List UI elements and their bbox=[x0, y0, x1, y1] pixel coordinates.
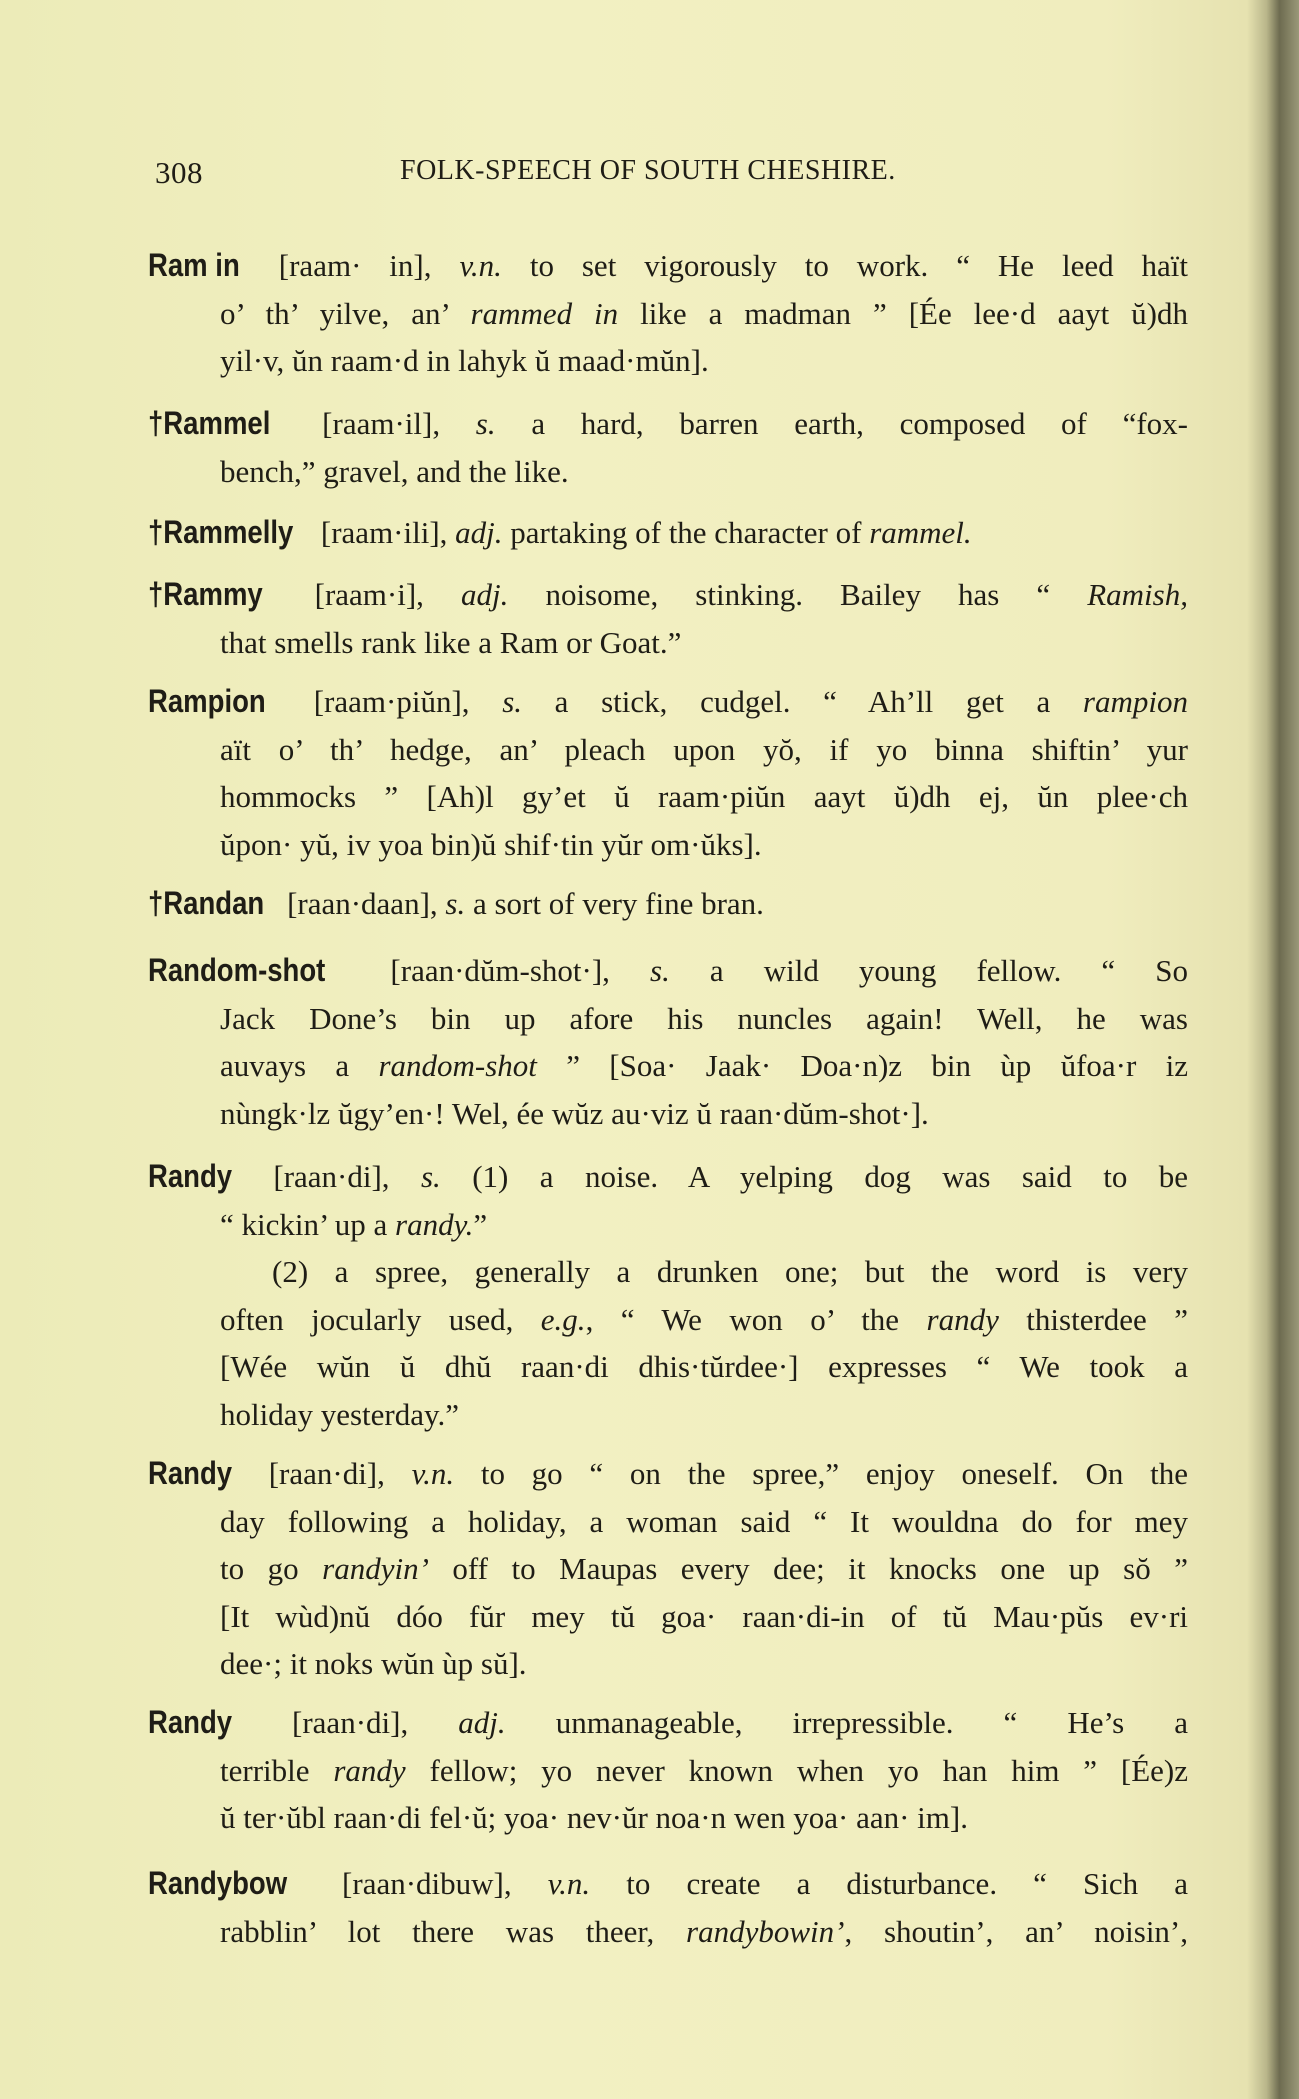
entry-first-line bbox=[148, 400, 1188, 447]
text-run: [It wùd)nŭ dóo fŭr mey tŭ goa· raan·di-in of tŭ Mau·pŭs ev·ri bbox=[220, 1598, 1188, 1634]
text-run: , shoutin’, an’ noisin’, bbox=[844, 1913, 1189, 1949]
headword: Randy bbox=[148, 1455, 233, 1491]
text-run: aït o’ th’ hedge, an’ pleach upon yŏ, if yo binna shiftin’ yur bbox=[220, 731, 1188, 767]
italic-text: rampion bbox=[1082, 684, 1188, 719]
text-run: to create a disturbance. “ Sich a bbox=[590, 1866, 1188, 1901]
headword: Randybow bbox=[148, 1865, 288, 1901]
entry-line bbox=[220, 1908, 1188, 1955]
entry-first-line bbox=[148, 1153, 1188, 1200]
text-run: (2) a spree, generally a drunken one; but the word is very bbox=[272, 1254, 1188, 1289]
text-run: terrible bbox=[220, 1752, 334, 1788]
entry-line bbox=[220, 1042, 1188, 1089]
entry-line bbox=[220, 448, 1188, 495]
entry-line bbox=[220, 1296, 1188, 1343]
text-run: “ kickin’ up a bbox=[220, 1206, 396, 1242]
entry-first-line bbox=[148, 1699, 1188, 1746]
entry-line bbox=[272, 1248, 1188, 1295]
text-run: o’ th’ yilve, an’ bbox=[220, 295, 471, 331]
text-run: rabblin’ lot there was theer, bbox=[220, 1913, 687, 1949]
text-run: [raan·dibuw], bbox=[305, 1866, 548, 1901]
italic-text: adj. bbox=[455, 515, 503, 550]
entry-line bbox=[220, 1201, 1188, 1248]
headword: †Rammel bbox=[148, 405, 271, 441]
italic-text: adj. bbox=[458, 1705, 506, 1740]
text-run: [raan·daan], bbox=[279, 886, 446, 921]
text-run: that smells rank like a Ram or Goat.” bbox=[220, 624, 682, 660]
text-run: [raam·i], bbox=[277, 577, 461, 612]
text-run: hommocks ” [Ah)l gy’et ŭ raam·piŭn aayt ŭ)dh ej, ŭn plee·ch bbox=[220, 779, 1188, 814]
text-run: [raam·ili], bbox=[313, 515, 456, 550]
text-run: (1) a noise. A yelping dog was said to be bbox=[440, 1159, 1188, 1194]
italic-text: e.g. bbox=[540, 1301, 586, 1337]
text-run: to set vigorously to work. “ He leed haït bbox=[501, 248, 1188, 283]
text-run: noisome, stinking. Bailey has “ bbox=[508, 577, 1088, 612]
text-run: Jack Done’s bin up afore his nuncles again! Well, he was bbox=[220, 1000, 1188, 1036]
text-run: [raan·di], bbox=[241, 1159, 421, 1194]
text-run: [raan·di], bbox=[241, 1456, 412, 1491]
entry-line bbox=[220, 1593, 1188, 1640]
entry-line bbox=[220, 1545, 1188, 1592]
italic-text: s. bbox=[502, 684, 523, 719]
italic-text: v.n. bbox=[411, 1456, 455, 1491]
entry-line bbox=[220, 726, 1188, 773]
text-run: a hard, barren earth, composed of “fox- bbox=[495, 406, 1188, 441]
text-run: to go “ on the spree,” enjoy oneself. On the bbox=[454, 1456, 1188, 1491]
headword: Randy bbox=[148, 1158, 233, 1194]
italic-text: v.n. bbox=[459, 248, 502, 283]
entry-first-line bbox=[148, 1450, 1188, 1497]
text-run: ŭ ter·ŭbl raan·di fel·ŭ; yoa· nev·ŭr noa·n wen yoa· aan· im]. bbox=[220, 1800, 968, 1835]
headword: Randy bbox=[148, 1704, 233, 1740]
entry-first-line bbox=[148, 947, 1188, 994]
entry-first-line bbox=[148, 1860, 1188, 1907]
running-title: FOLK-SPEECH OF SOUTH CHESHIRE. bbox=[400, 155, 896, 186]
text-run: [raan·dŭm-shot·], bbox=[350, 953, 650, 988]
text-run: bench,” gravel, and the like. bbox=[220, 453, 569, 489]
italic-text: s. bbox=[420, 1159, 441, 1194]
italic-text: s. bbox=[650, 953, 670, 988]
text-run: partaking of the character of bbox=[502, 515, 870, 550]
entry-line bbox=[220, 619, 1188, 666]
entry-first-line bbox=[148, 678, 1188, 725]
italic-text: adj. bbox=[461, 577, 509, 612]
text-run: dee·; it noks wŭn ùp sŭ]. bbox=[220, 1646, 527, 1681]
text-run: yil·v, ŭn raam·d in lahyk ŭ maad·mŭn]. bbox=[220, 343, 709, 378]
page-number: 308 bbox=[155, 155, 203, 190]
text-run: nùngk·lz ŭgy’en·! Wel, ée wŭz au·viz ŭ raan·dŭm-shot·]. bbox=[220, 1095, 929, 1131]
italic-text: randy. bbox=[395, 1206, 474, 1242]
entry-first-line bbox=[148, 571, 1188, 618]
entry-line bbox=[220, 1640, 1188, 1687]
italic-text: rammel. bbox=[869, 515, 972, 550]
entry-line bbox=[220, 1498, 1188, 1545]
headword: Random-shot bbox=[148, 952, 326, 988]
italic-text: v.n. bbox=[547, 1866, 591, 1901]
entry-line bbox=[220, 1090, 1188, 1137]
entry-line bbox=[220, 1391, 1188, 1438]
headword: Rampion bbox=[148, 683, 266, 719]
italic-text: randybowin’ bbox=[686, 1913, 845, 1949]
text-run: [raam·piŭn], bbox=[281, 684, 503, 719]
text-run: a wild young fellow. “ So bbox=[669, 953, 1188, 988]
entry-line bbox=[220, 290, 1188, 337]
entry-line bbox=[220, 337, 1188, 384]
text-run: [raan·di], bbox=[241, 1705, 459, 1740]
entry-line bbox=[220, 1794, 1188, 1841]
italic-text: randyin’ bbox=[322, 1551, 429, 1586]
italic-text: randy bbox=[926, 1301, 999, 1337]
text-run: unmanageable, irrepressible. “ He’s a bbox=[505, 1705, 1188, 1740]
entry-line bbox=[220, 1343, 1188, 1390]
entry-first-line bbox=[148, 509, 1188, 556]
text-run: [Wée wŭn ŭ dhŭ raan·di dhis·tŭrdee·] expresses “ We took a bbox=[220, 1349, 1188, 1384]
headword: †Rammelly bbox=[148, 514, 294, 550]
entry-line bbox=[220, 995, 1188, 1042]
text-run: off to Maupas every dee; it knocks one up sŏ ” bbox=[428, 1551, 1188, 1586]
text-run: to go bbox=[220, 1551, 323, 1586]
headword: Ram in bbox=[148, 247, 240, 283]
text-run: [raam·il], bbox=[286, 406, 476, 441]
text-run: auvays a bbox=[220, 1048, 379, 1083]
text-run: , “ We won o’ the bbox=[585, 1301, 927, 1337]
text-run: ” [Soa· Jaak· Doa·n)z bin ùp ŭfoa·r iz bbox=[536, 1048, 1188, 1083]
text-run: a stick, cudgel. “ Ah’ll get a bbox=[522, 684, 1083, 719]
text-run: [raam· in], bbox=[250, 248, 460, 283]
text-run: thisterdee ” bbox=[998, 1301, 1188, 1337]
italic-text: s. bbox=[445, 886, 466, 921]
text-run: day following a holiday, a woman said “ It wouldna do for mey bbox=[220, 1503, 1188, 1539]
text-run: often jocularly used, bbox=[220, 1301, 541, 1337]
text-run: a sort of very fine bran. bbox=[465, 886, 764, 921]
italic-text: random-shot bbox=[378, 1048, 537, 1083]
italic-text: Ramish, bbox=[1087, 577, 1188, 612]
italic-text: rammed in bbox=[470, 295, 619, 331]
headword: †Randan bbox=[148, 885, 265, 921]
text-run: holiday yesterday.” bbox=[220, 1396, 460, 1432]
italic-text: s. bbox=[475, 406, 496, 441]
entry-line bbox=[220, 773, 1188, 820]
entry-line bbox=[220, 1747, 1188, 1794]
entry-first-line bbox=[148, 242, 1188, 289]
text-run: like a madman ” [Ée lee·d aayt ŭ)dh bbox=[618, 295, 1188, 331]
text-run: ŭpon· yŭ, iv yoa bin)ŭ shif·tin yŭr om·ŭks]. bbox=[220, 826, 762, 862]
entry-line bbox=[220, 821, 1188, 868]
headword: †Rammy bbox=[148, 576, 263, 612]
text-run: ” bbox=[473, 1206, 488, 1242]
italic-text: randy bbox=[333, 1752, 406, 1788]
entry-first-line bbox=[148, 880, 1188, 927]
text-run: fellow; yo never known when yo han him ” [Ée)z bbox=[405, 1752, 1188, 1788]
